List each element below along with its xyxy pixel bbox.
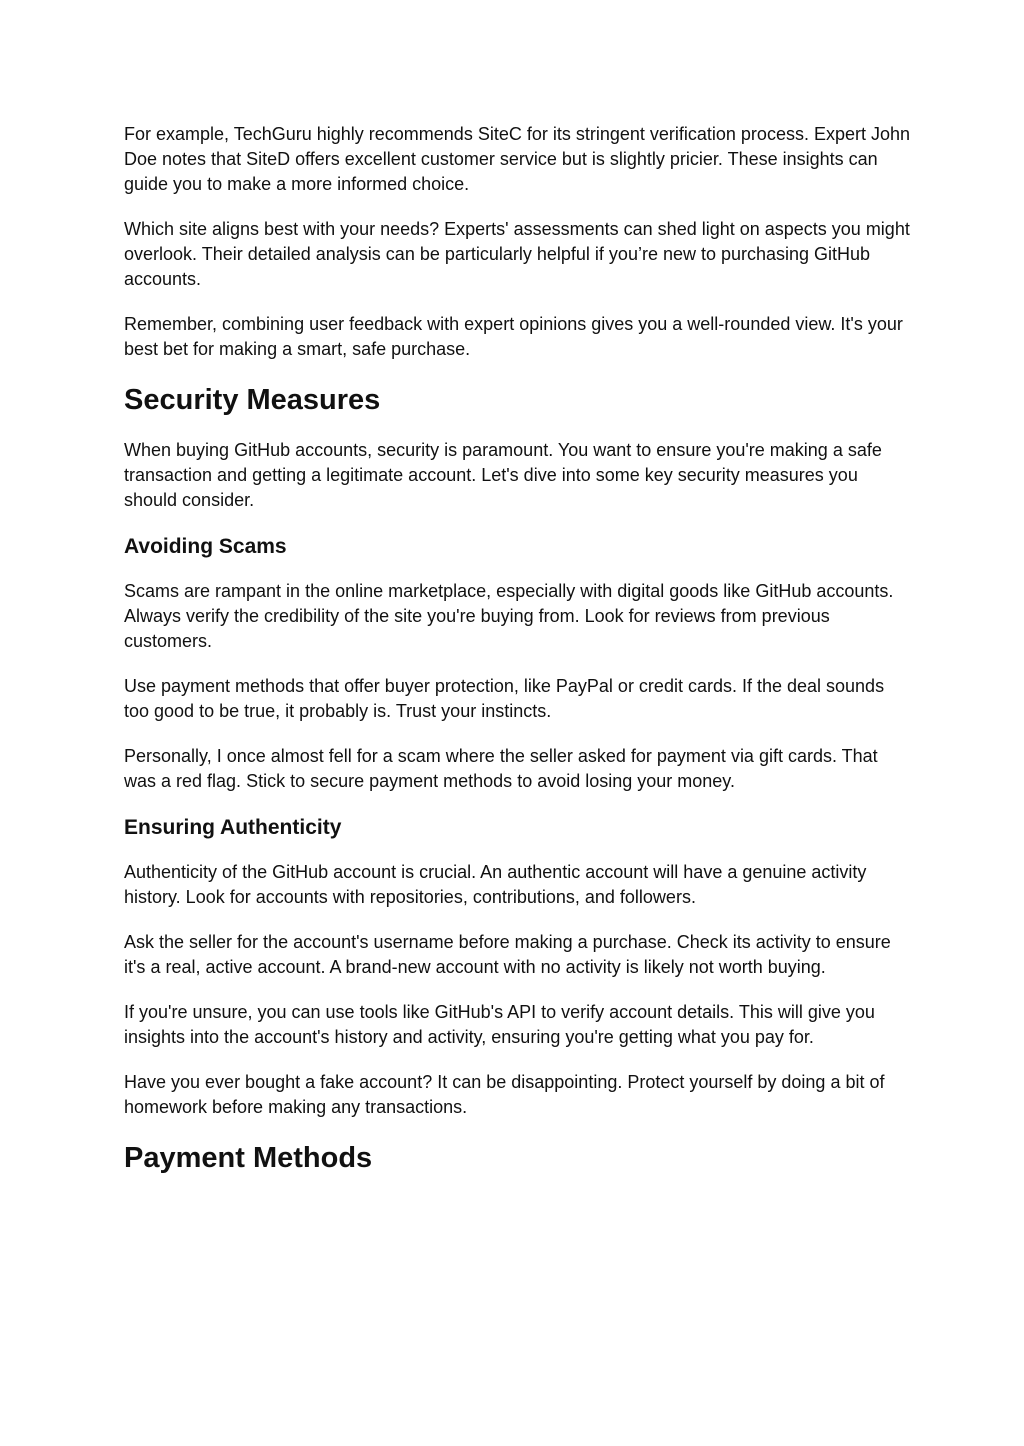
paragraph-expert-examples: For example, TechGuru highly recommends SiteC for its stringent verification process. Expert John Doe notes that SiteD offers excellent customer service but is slightly pricier. These insights can guide you to make a more informed choice. — [124, 124, 911, 194]
paragraph-security-intro: When buying GitHub accounts, security is paramount. You want to ensure you're making a safe transaction and getting a legitimate account. Let's dive into some key security measures you should consider. — [124, 440, 882, 510]
paragraph-github-api: If you're unsure, you can use tools like GitHub's API to verify account details. This will give you insights into the account's history and activity, ensuring you're getting what you pay for. — [124, 1002, 875, 1047]
heading-security-measures: Security Measures — [124, 384, 381, 416]
paragraph-ask-username: Ask the seller for the account's username before making a purchase. Check its activity to ensure it's a real, active account. A brand-new account with no activity is likely not worth buying. — [124, 932, 891, 977]
heading-ensuring-authenticity: Ensuring Authenticity — [124, 816, 342, 839]
paragraph-personal-scam: Personally, I once almost fell for a scam where the seller asked for payment via gift cards. That was a red flag. Stick to secure payment methods to avoid losing your money. — [124, 746, 878, 791]
paragraph-payment-protection: Use payment methods that offer buyer protection, like PayPal or credit cards. If the deal sounds too good to be true, it probably is. Trust your instincts. — [124, 676, 885, 721]
document-page — [124, 122, 914, 1196]
paragraph-fake-account: Have you ever bought a fake account? It can be disappointing. Protect yourself by doing a bit of homework before making any transactions. — [124, 1072, 885, 1117]
paragraph-combining-feedback: Remember, combining user feedback with expert opinions gives you a well-rounded view. It's your best bet for making a smart, safe purchase. — [124, 314, 903, 359]
paragraph-authenticity: Authenticity of the GitHub account is crucial. An authentic account will have a genuine activity history. Look for accounts with repositories, contributions, and followers. — [124, 862, 867, 907]
paragraph-scams-rampant: Scams are rampant in the online marketplace, especially with digital goods like GitHub accounts. Always verify the credibility of the site you're buying from. Look for reviews from previous customers. — [124, 581, 894, 651]
heading-payment-methods: Payment Methods — [124, 1142, 373, 1174]
heading-avoiding-scams: Avoiding Scams — [124, 535, 287, 558]
paragraph-expert-assessments: Which site aligns best with your needs? Experts' assessments can shed light on aspects you might overlook. Their detailed analysis can be particularly helpful if you’re new to purchasing GitHub accounts. — [124, 219, 910, 289]
